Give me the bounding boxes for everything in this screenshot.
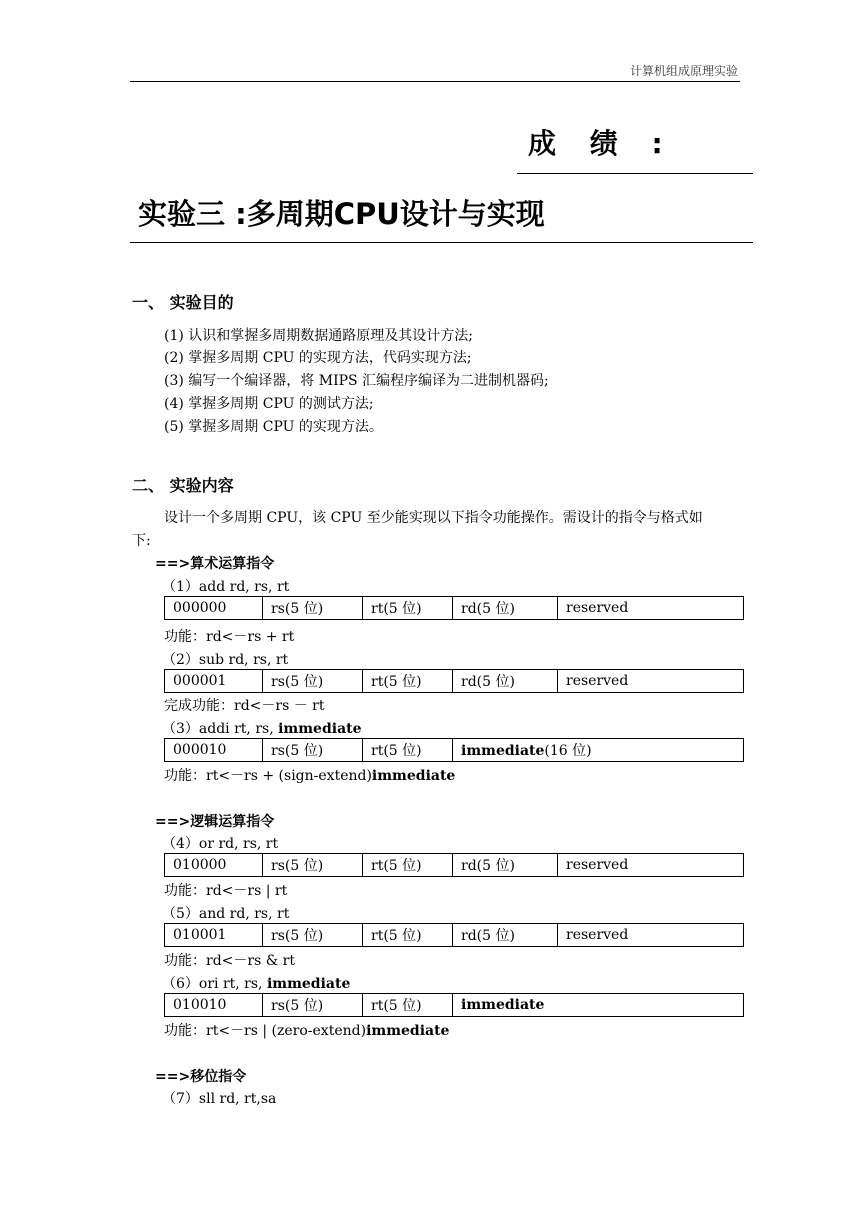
intro-paragraph-cont: 下: xyxy=(132,533,151,549)
table-row xyxy=(165,994,744,1017)
instr-label-sub: （2）sub rd, rs, rt xyxy=(162,652,289,668)
running-header: 计算机组成原理实验 xyxy=(629,64,738,78)
table-row xyxy=(165,670,744,693)
reserved-cell: reserved xyxy=(558,854,744,877)
list-item: (4) 掌握多周期 CPU 的测试方法; xyxy=(164,396,374,412)
group-heading-logic: ==>逻辑运算指令 xyxy=(155,814,275,830)
instr-func-or: 功能：rd<－rs | rt xyxy=(164,883,288,899)
func-text: 功能：rt<－rs + (sign-extend) xyxy=(164,768,372,784)
opcode-cell: 000010 xyxy=(165,739,263,762)
format-table-sub xyxy=(164,669,744,693)
instr-label-addi xyxy=(162,718,362,738)
func-immediate: immediate xyxy=(366,1023,450,1039)
immediate-text: immediate xyxy=(461,743,545,759)
instr-label-ori xyxy=(162,973,350,993)
rt-cell: rt(5 位) xyxy=(363,739,453,762)
score-rule xyxy=(517,173,753,174)
format-table-add xyxy=(164,596,744,620)
instr-func-addi xyxy=(164,765,455,785)
instr-func-and: 功能：rd<－rs & rt xyxy=(164,953,295,969)
instr-label-add: （1）add rd, rs, rt xyxy=(162,579,290,595)
section-heading-content: 二、 实验内容 xyxy=(132,476,234,495)
instr-label-or: （4）or rd, rs, rt xyxy=(162,836,279,852)
immediate-cell xyxy=(453,994,744,1017)
format-table-or xyxy=(164,853,744,877)
instr-func-ori xyxy=(164,1020,449,1040)
page-title: 实验三 :多周期CPU设计与实现 xyxy=(138,197,545,231)
table-row xyxy=(165,739,744,762)
rt-cell: rt(5 位) xyxy=(363,670,453,693)
rd-cell: rd(5 位) xyxy=(453,670,558,693)
func-immediate: immediate xyxy=(371,768,456,784)
instr-label-sll: （7）sll rd, rt,sa xyxy=(162,1091,277,1107)
intro-paragraph: 设计一个多周期 CPU，该 CPU 至少能实现以下指令功能操作。需设计的指令与格式如 xyxy=(164,510,703,526)
rs-cell: rs(5 位) xyxy=(263,670,363,693)
score-label: 成 绩 : xyxy=(528,127,675,160)
format-table-ori xyxy=(164,993,744,1017)
opcode-cell: 000000 xyxy=(165,597,263,620)
rs-cell: rs(5 位) xyxy=(263,854,363,877)
section-heading-purpose: 一、 实验目的 xyxy=(132,293,234,312)
rs-cell: rs(5 位) xyxy=(263,994,363,1017)
title-rule xyxy=(130,242,753,243)
rs-cell: rs(5 位) xyxy=(263,924,363,947)
immediate-width: (16 位) xyxy=(544,743,592,759)
rs-cell: rs(5 位) xyxy=(263,739,363,762)
list-item: (5) 掌握多周期 CPU 的实现方法。 xyxy=(164,419,383,435)
instr-label-immediate: immediate xyxy=(266,976,351,992)
opcode-cell: 010001 xyxy=(165,924,263,947)
opcode-cell: 010000 xyxy=(165,854,263,877)
opcode-cell: 000001 xyxy=(165,670,263,693)
rt-cell: rt(5 位) xyxy=(363,994,453,1017)
rd-cell: rd(5 位) xyxy=(453,924,558,947)
instr-label-text: （6）ori rt, rs, xyxy=(162,976,267,992)
instr-func-sub: 完成功能：rd<－rs － rt xyxy=(164,698,325,714)
rt-cell: rt(5 位) xyxy=(363,854,453,877)
instr-func-add: 功能：rd<－rs + rt xyxy=(164,629,295,645)
table-row xyxy=(165,924,744,947)
instr-label-immediate: immediate xyxy=(278,721,362,737)
group-heading-shift: ==>移位指令 xyxy=(155,1069,247,1085)
func-text: 功能：rt<－rs | (zero-extend) xyxy=(164,1023,367,1039)
immediate-text: immediate xyxy=(461,997,545,1013)
rd-cell: rd(5 位) xyxy=(453,854,558,877)
format-table-and xyxy=(164,923,744,947)
group-heading-arith: ==>算术运算指令 xyxy=(155,556,275,572)
reserved-cell: reserved xyxy=(558,670,744,693)
reserved-cell: reserved xyxy=(558,597,744,620)
instr-label-and: （5）and rd, rs, rt xyxy=(162,906,290,922)
table-row xyxy=(165,854,744,877)
rs-cell: rs(5 位) xyxy=(263,597,363,620)
rt-cell: rt(5 位) xyxy=(363,924,453,947)
list-item: (1) 认识和掌握多周期数据通路原理及其设计方法; xyxy=(164,328,473,344)
immediate-cell xyxy=(453,739,744,762)
list-item: (2) 掌握多周期 CPU 的实现方法，代码实现方法; xyxy=(164,350,472,366)
format-table-addi xyxy=(164,738,744,762)
reserved-cell: reserved xyxy=(558,924,744,947)
rd-cell: rd(5 位) xyxy=(453,597,558,620)
table-row xyxy=(165,597,744,620)
list-item: (3) 编写一个编译器，将 MIPS 汇编程序编译为二进制机器码; xyxy=(164,373,549,389)
instr-label-text: （3）addi rt, rs, xyxy=(162,721,279,737)
header-rule xyxy=(130,81,740,82)
rt-cell: rt(5 位) xyxy=(363,597,453,620)
opcode-cell: 010010 xyxy=(165,994,263,1017)
